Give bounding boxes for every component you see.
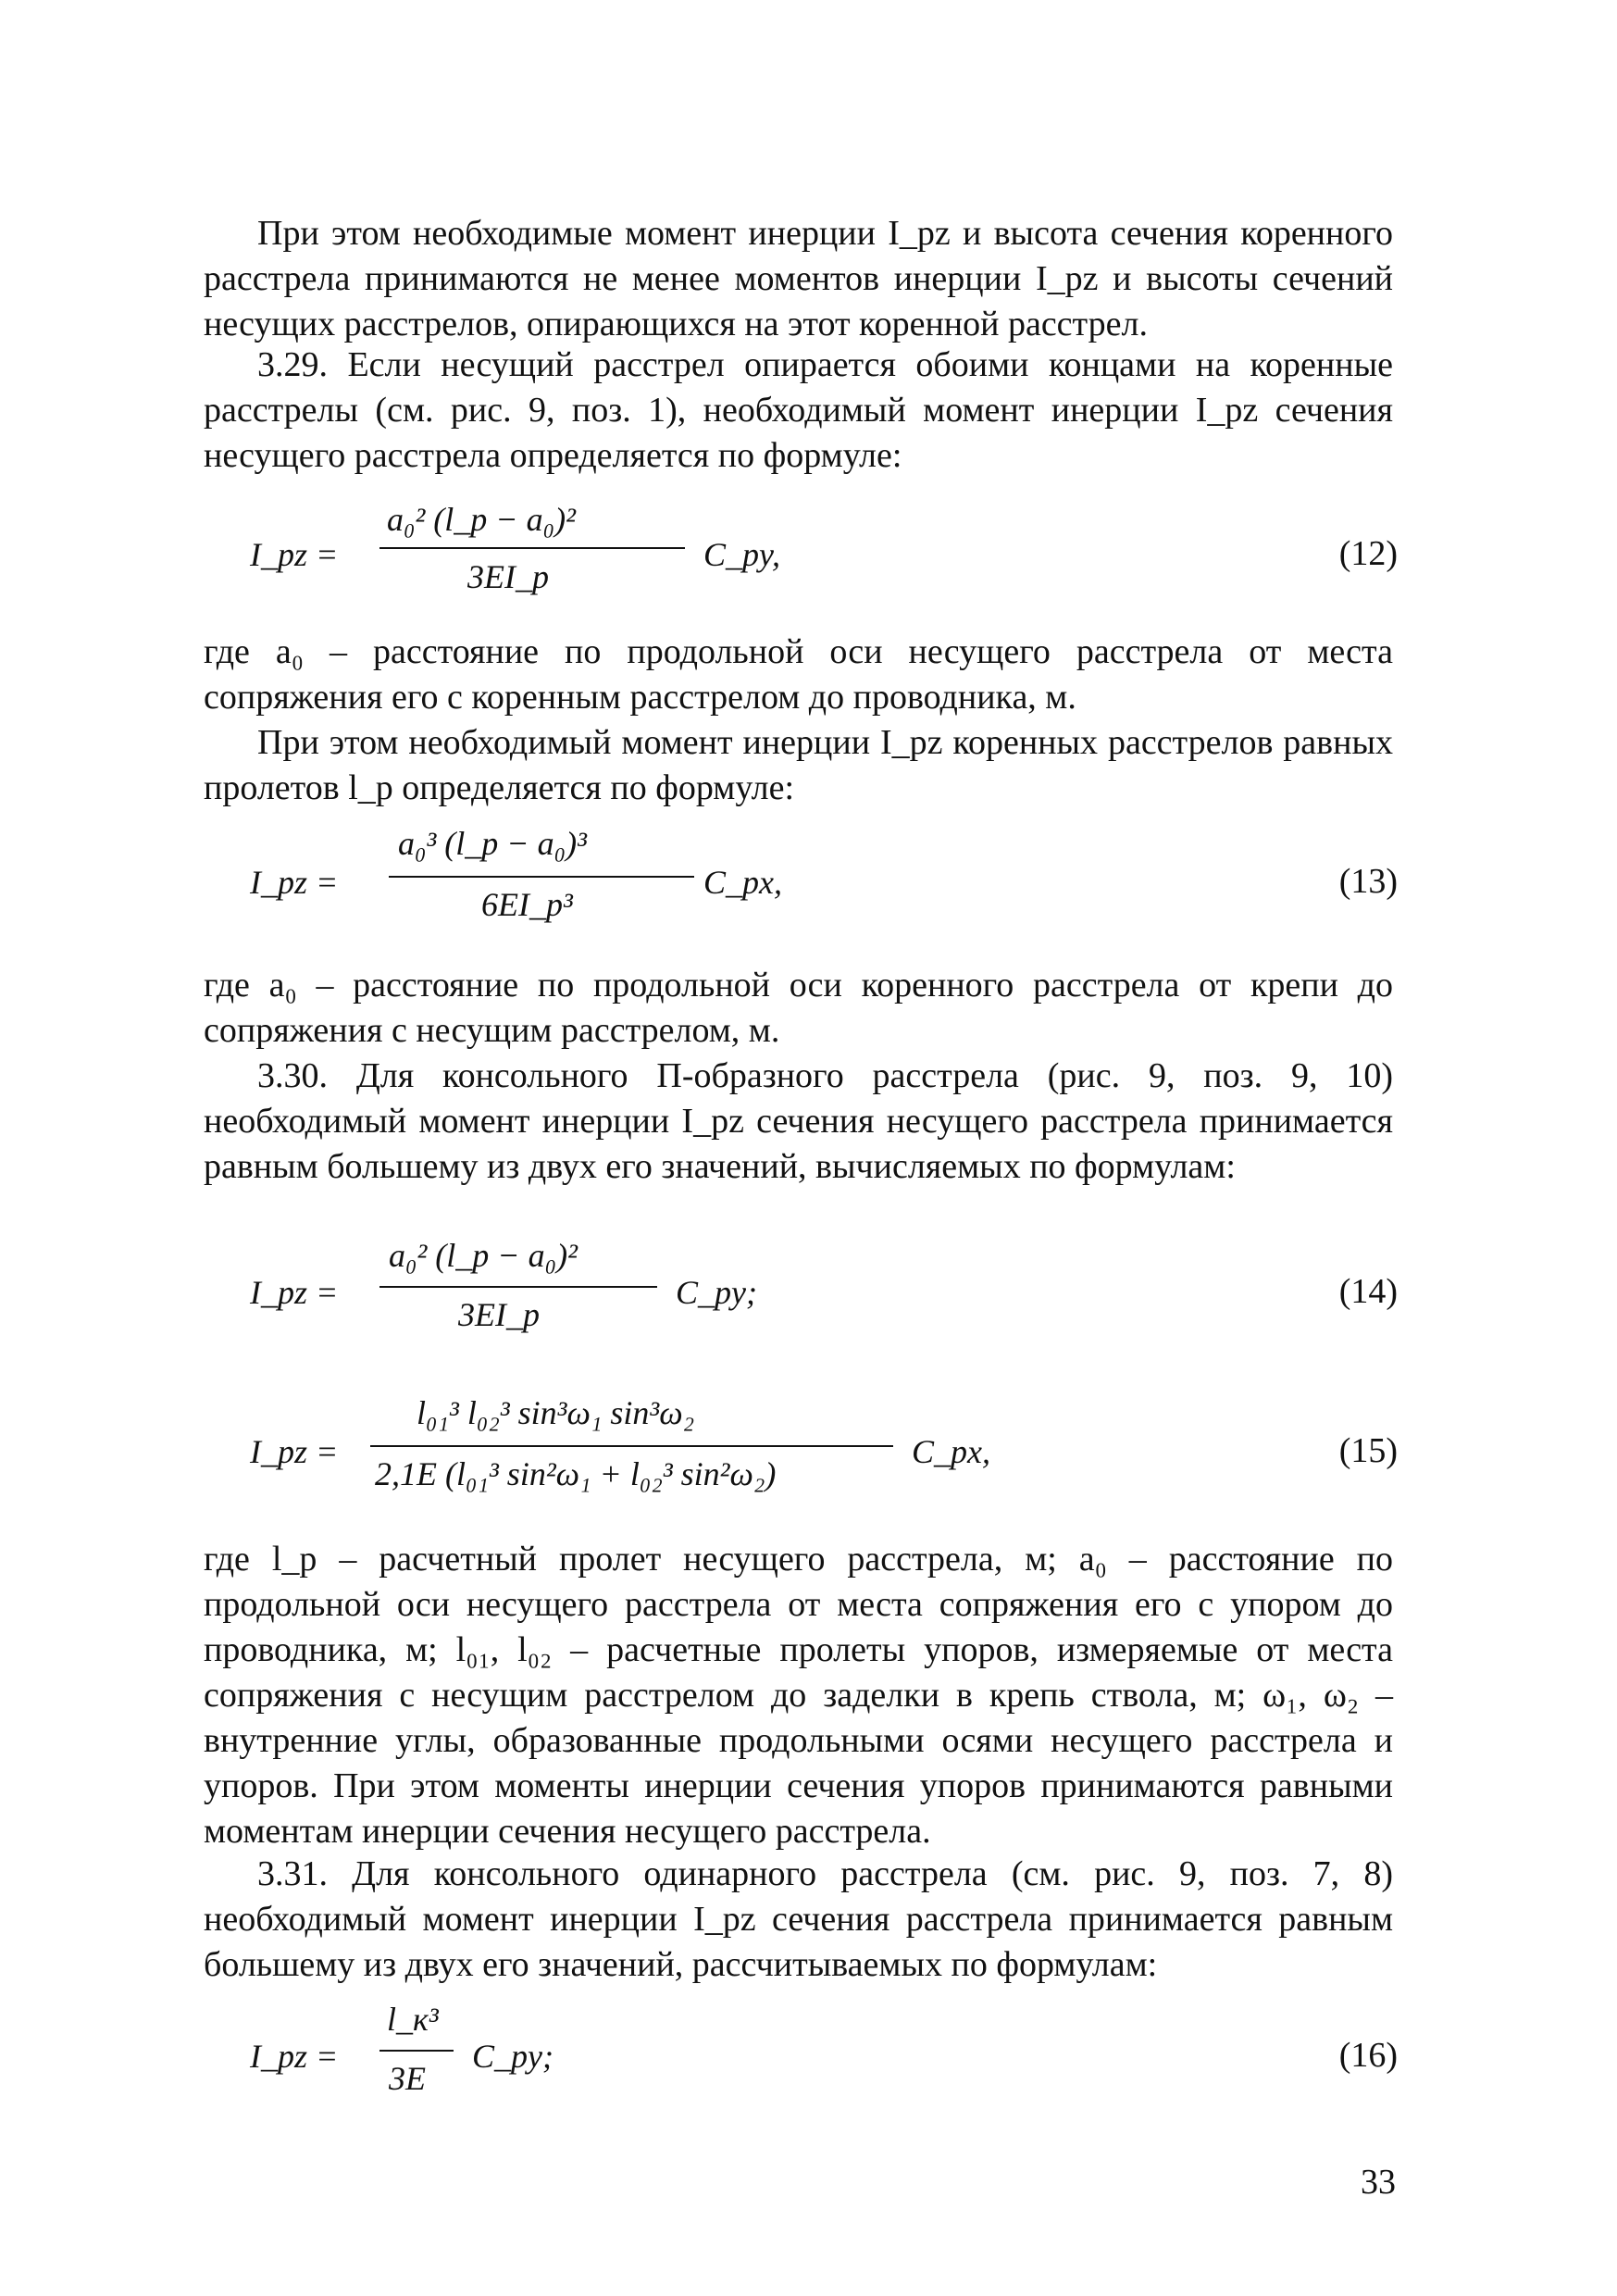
paragraph-5: где a₀ – расстояние по продольной оси коренного расстрела от крепи до сопряжения с несущим расстрелом, м. bbox=[204, 966, 1393, 1050]
paragraph-3-30: 3.30. Для консольного П-образного расстрела (рис. 9, поз. 9, 10) необходимый момент инерции I_pz сечения несущего расстрела принимается равным большему из двух его значений, вычисляемых по формулам: bbox=[204, 1056, 1393, 1186]
equation-16-number: (16) bbox=[1338, 2036, 1398, 2075]
equation-16-lhs: I_pz = bbox=[250, 2038, 339, 2075]
equation-15 bbox=[250, 1393, 1398, 1514]
fraction-bar bbox=[370, 1445, 893, 1447]
paragraph-3-29: 3.29. Если несущий расстрел опирается обоими концами на коренные расстрелы (см. рис. 9, поз. 1), необходимый момент инерции I_pz сечения несущего расстрела определяется по формуле: bbox=[204, 345, 1393, 475]
equation-15-tail: C_px, bbox=[912, 1433, 990, 1470]
paragraph-1: При этом необходимые момент инерции I_pz и высота сечения коренного расстрела принимаются не менее моментов инерции I_pz и высоты сечений несущих расстрелов, опирающихся на этот коренной расстрел. bbox=[204, 214, 1393, 343]
equation-15-number: (15) bbox=[1338, 1431, 1398, 1470]
fraction-bar bbox=[389, 876, 694, 878]
equation-12-lhs: I_pz = bbox=[250, 536, 339, 573]
equation-12-tail: C_py, bbox=[703, 536, 781, 573]
equation-15-numerator: l₀₁³ l₀₂³ sin³ω₁ sin³ω₂ bbox=[417, 1394, 695, 1431]
equation-14-denominator: 3EI_p bbox=[458, 1296, 540, 1333]
equation-13-tail: C_px, bbox=[703, 864, 782, 901]
equation-15-lhs: I_pz = bbox=[250, 1433, 339, 1470]
fraction-bar bbox=[379, 547, 685, 549]
paragraph-4: При этом необходимый момент инерции I_pz коренных расстрелов равных пролетов l_p определяется по формуле: bbox=[204, 723, 1393, 807]
equation-14-number: (14) bbox=[1338, 1272, 1398, 1311]
equation-13-number: (13) bbox=[1338, 862, 1398, 901]
paragraph-7: где l_p – расчетный пролет несущего расстрела, м; a₀ – расстояние по продольной оси несущего расстрела от места сопряжения его с упором до проводника, м; l₀₁, l₀₂ – расчетные пролеты упоров, измеряемые от места сопряжения с несущим расстрелом до заделки в крепь ствола, м; ω₁, ω₂ –внутренние углы, образованные продольными осями несущего расстрела и упоров. При этом моменты инерции сечения упоров принимаются равными моментам инерции сечения несущего расстрела. bbox=[204, 1540, 1393, 1851]
equation-16-numerator: l_к³ bbox=[387, 2001, 439, 2038]
fraction-bar bbox=[379, 2050, 454, 2052]
equation-14-tail: C_py; bbox=[676, 1274, 757, 1311]
equation-13 bbox=[250, 824, 1398, 944]
equation-12-numerator: a₀² (l_p − a₀)² bbox=[387, 501, 576, 538]
equation-14-numerator: a₀² (l_p − a₀)² bbox=[389, 1237, 578, 1274]
paragraph-3-31: 3.31. Для консольного одинарного расстрела (см. рис. 9, поз. 7, 8) необходимый момент инерции I_pz сечения расстрела принимается равным большему из двух его значений, рассчитываемых по формулам: bbox=[204, 1854, 1393, 1984]
page-number: 33 bbox=[1361, 2163, 1396, 2202]
equation-12-denominator: 3EI_p bbox=[467, 558, 549, 595]
equation-12 bbox=[250, 500, 1398, 611]
equation-15-denominator: 2,1E (l₀₁³ sin²ω₁ + l₀₂³ sin²ω₂) bbox=[375, 1455, 777, 1492]
equation-13-numerator: a₀³ (l_p − a₀)³ bbox=[398, 825, 587, 862]
equation-16-denominator: 3E bbox=[389, 2060, 426, 2097]
equation-13-denominator: 6EI_p³ bbox=[481, 886, 573, 923]
fraction-bar bbox=[379, 1286, 657, 1288]
equation-14-lhs: I_pz = bbox=[250, 1274, 339, 1311]
paragraph-3: где a₀ – расстояние по продольной оси несущего расстрела от места сопряжения его с коренным расстрелом до проводника, м. bbox=[204, 632, 1393, 717]
equation-13-lhs: I_pz = bbox=[250, 864, 339, 901]
equation-16-tail: C_py; bbox=[472, 2038, 554, 2075]
equation-12-number: (12) bbox=[1338, 534, 1398, 573]
equation-16 bbox=[250, 2000, 1398, 2111]
equation-14 bbox=[250, 1236, 1398, 1356]
